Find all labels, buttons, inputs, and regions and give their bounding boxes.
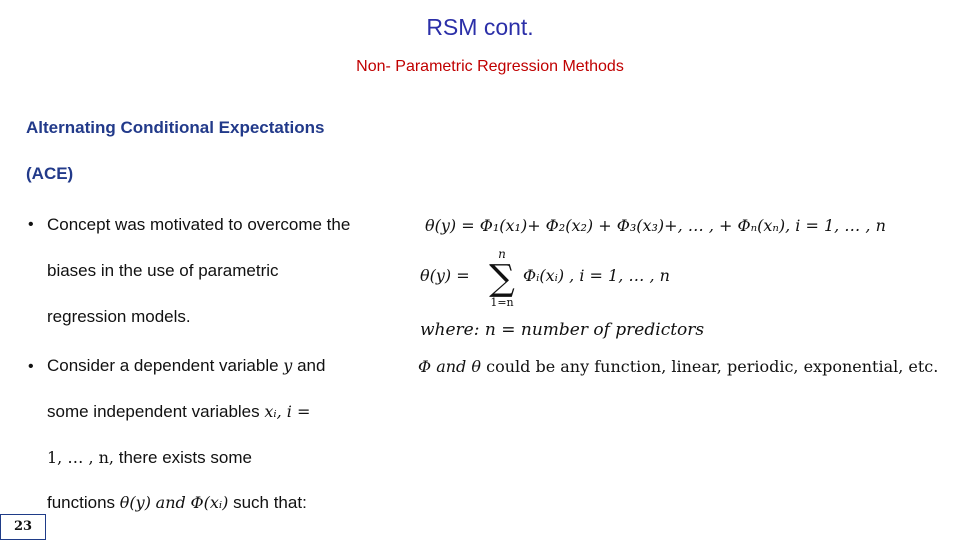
- sum-upper-limit: n: [498, 247, 506, 261]
- sigma-icon: ∑: [489, 258, 515, 299]
- bullet-dot-icon: •: [28, 216, 34, 233]
- bullet-2-text-end: and: [297, 356, 326, 375]
- sum-lower-limit: 1=n: [490, 296, 514, 309]
- math-inline: and: [155, 493, 186, 512]
- bullet-2-text: some independent variables: [47, 402, 260, 421]
- equation-2-left: θ(y) =: [420, 266, 470, 285]
- math-inline: xᵢ, i =: [264, 402, 311, 421]
- summation-symbol: [485, 247, 519, 309]
- equation-1: θ(y) = Φ₁(x₁)+ Φ₂(x₂) + Φ₃(x₃)+, … , + Φₙ(xₙ), i = 1, … , n: [425, 216, 886, 235]
- equation-3: where: n = number of predictors: [420, 320, 705, 340]
- bullet-2-line-1: [47, 356, 325, 376]
- bullet-1-line-3: regression models.: [47, 307, 191, 326]
- equation-4: [418, 357, 938, 376]
- slide-title: RSM cont.: [426, 14, 534, 40]
- bullet-2-text: Consider a dependent variable: [47, 356, 279, 375]
- math-inline: Φ(xᵢ): [190, 493, 229, 512]
- variable-y: y: [283, 356, 293, 375]
- math-inline: θ(y): [119, 493, 151, 512]
- bullet-2-line-2: [47, 402, 310, 422]
- bullet-dot-icon: •: [28, 358, 34, 375]
- bullet-2-line-4: [47, 493, 307, 513]
- bullet-2-text: functions: [47, 493, 116, 512]
- bullet-1-line-2: biases in the use of parametric: [47, 261, 279, 280]
- bullet-1-line-1: Concept was motivated to overcome the: [47, 215, 351, 234]
- equation-4-text: could be any function, linear, periodic, exponential, etc.: [486, 357, 939, 376]
- slide-subtitle: Non- Parametric Regression Methods: [356, 58, 624, 75]
- bullet-2-line-3: [47, 448, 252, 468]
- section-heading-acronym: (ACE): [26, 164, 74, 183]
- math-inline: 1, … , n,: [47, 448, 114, 467]
- page-number: 23: [0, 514, 46, 540]
- equation-4-math: Φ and θ: [418, 357, 482, 376]
- bullet-2-text-end: such that:: [233, 493, 307, 512]
- section-heading: Alternating Conditional Expectations: [26, 118, 325, 137]
- bullet-2-text: there exists some: [118, 448, 252, 467]
- equation-2-right: Φᵢ(xᵢ) , i = 1, … , n: [523, 266, 670, 285]
